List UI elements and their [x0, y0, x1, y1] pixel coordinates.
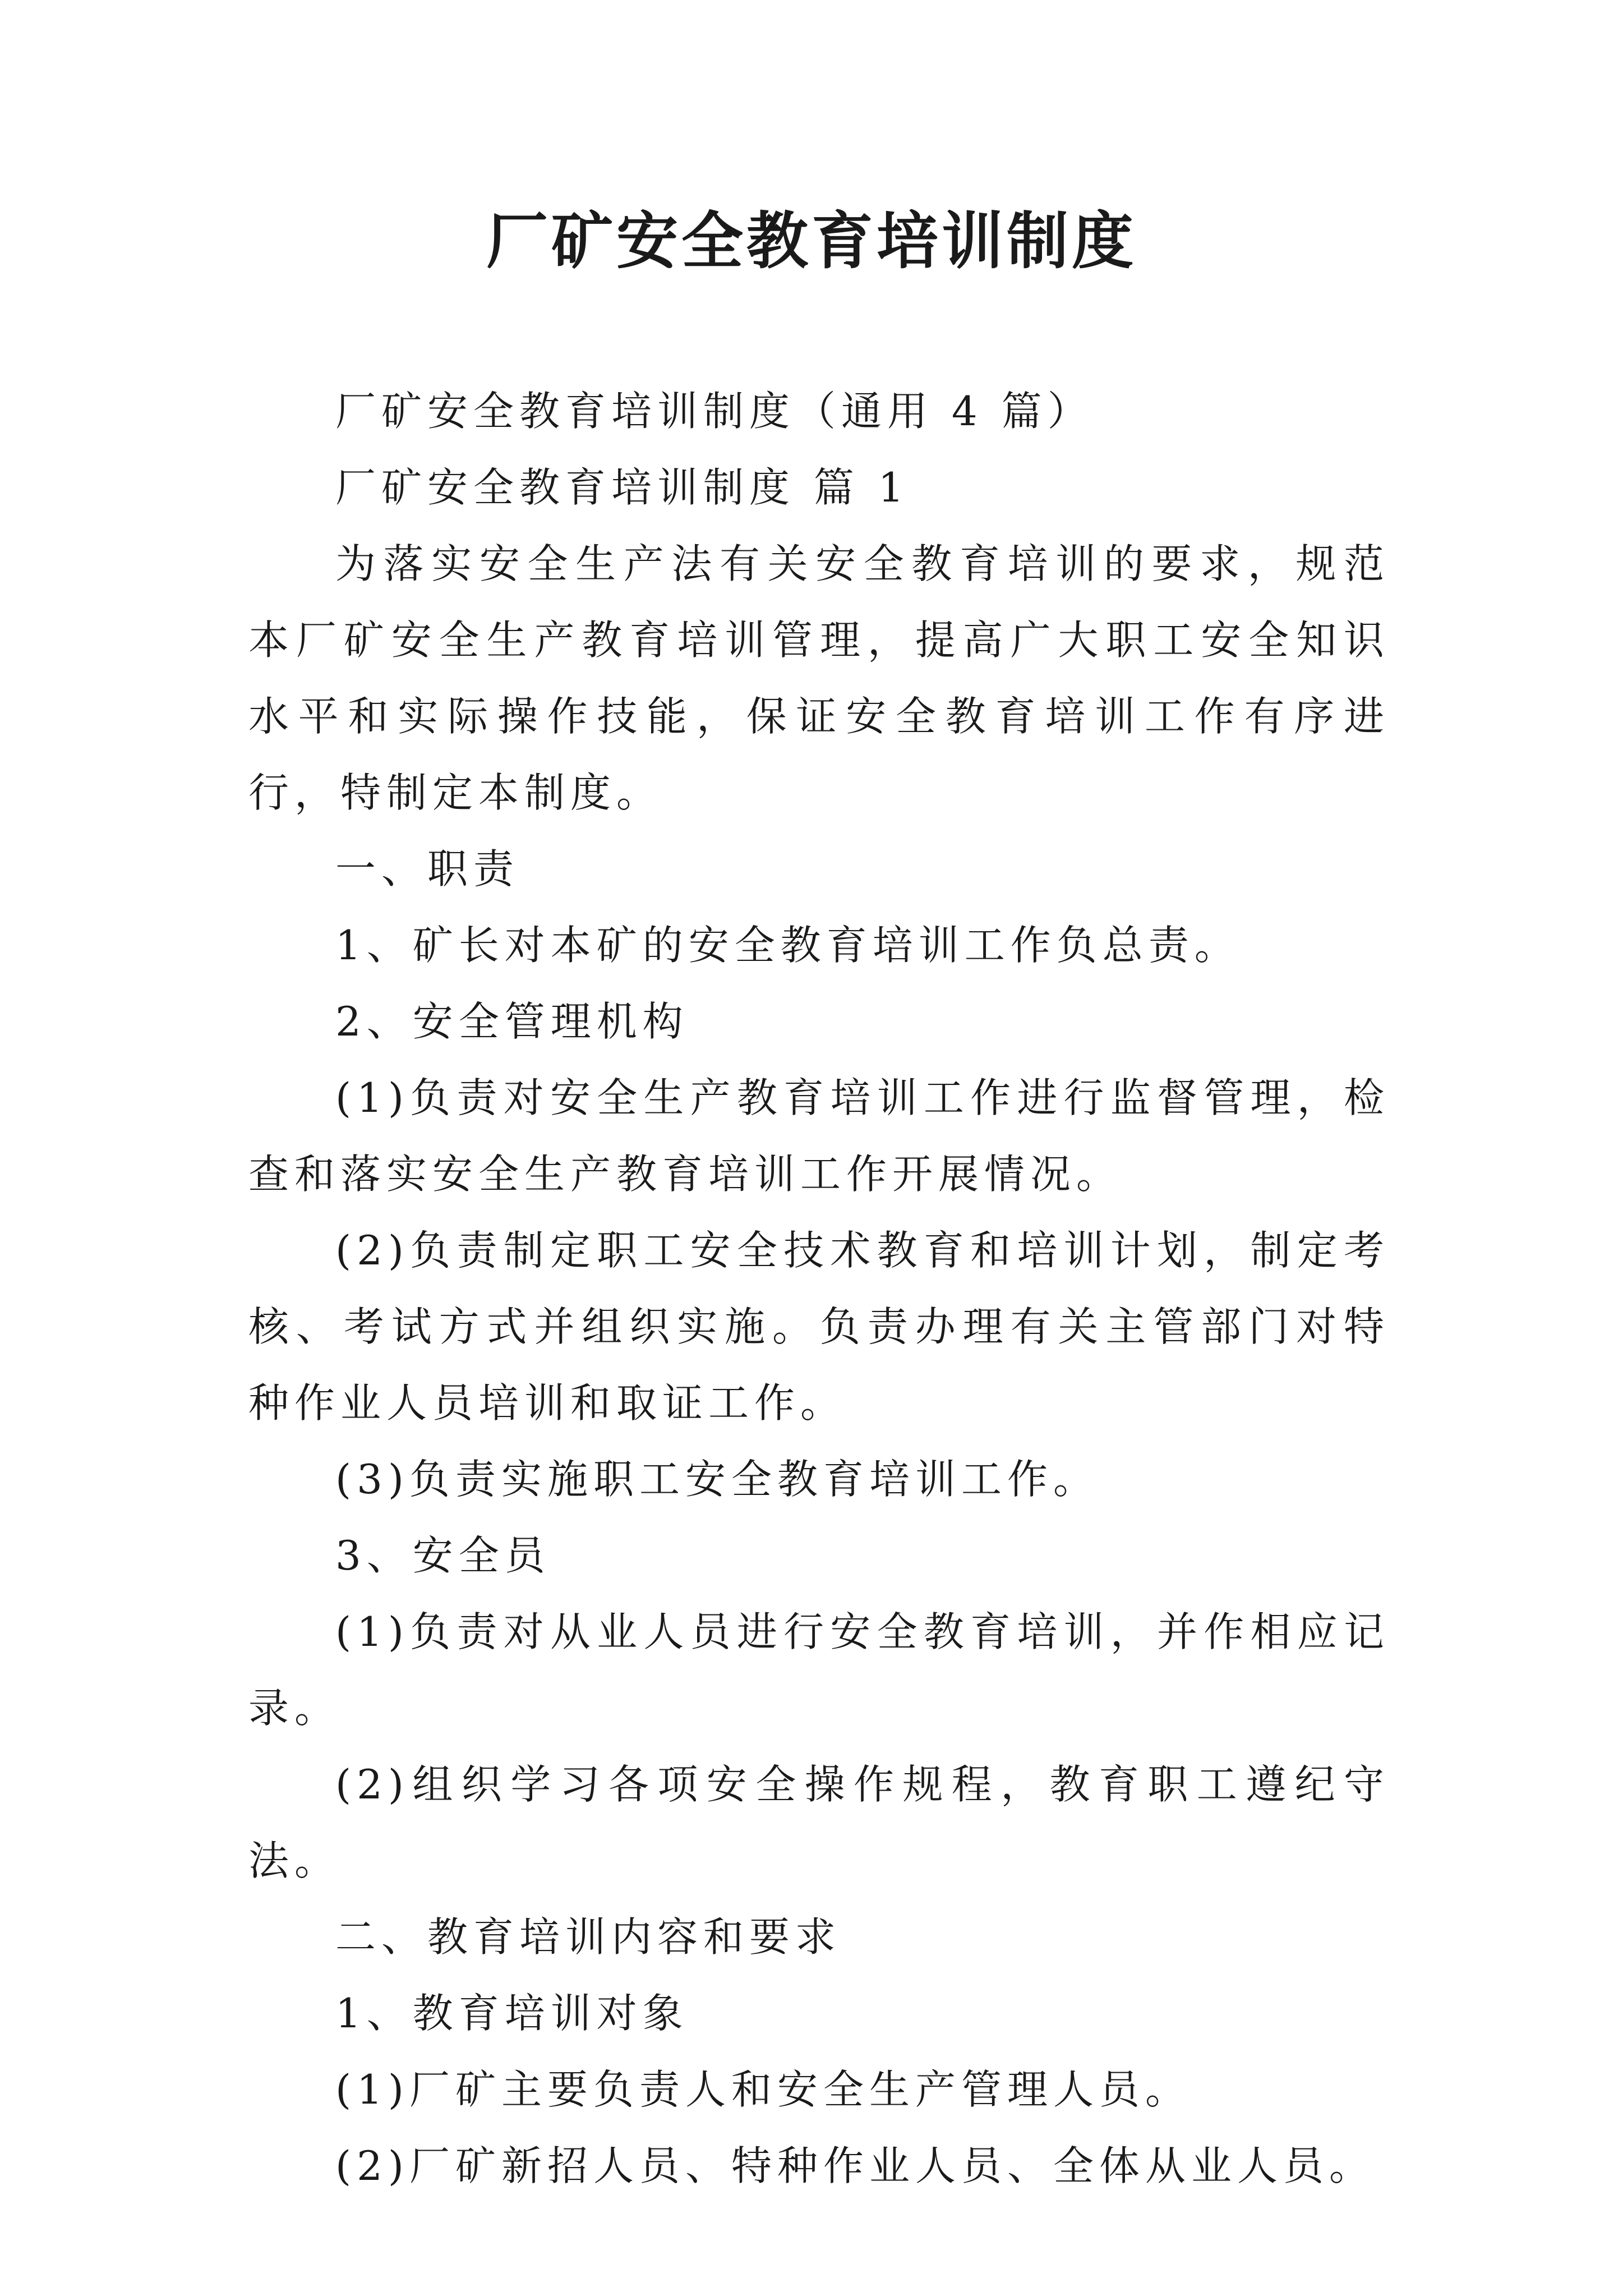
paragraph-subtitle: 厂矿安全教育培训制度（通用 4 篇） [335, 388, 1094, 435]
document-title: 厂矿安全教育培训制度 [486, 205, 1137, 277]
paragraph-subitem: (2)组织学习各项安全操作规程，教育职工遵纪守法。 [248, 1761, 1390, 1884]
paragraph-section-heading: 厂矿安全教育培训制度 篇 1 [335, 464, 910, 511]
paragraph-heading-duties: 一、职责 [335, 845, 520, 892]
paragraph-item: 3、安全员 [335, 1532, 551, 1579]
document-body [248, 373, 1390, 2204]
paragraph-item: 1、教育培训对象 [335, 1990, 689, 2037]
paragraph-subitem: (3)负责实施职工安全教育培训工作。 [335, 1456, 1099, 1503]
paragraph-subitem: (2)厂矿新招人员、特种作业人员、全体从业人员。 [335, 2142, 1375, 2189]
paragraph-subitem: (1)负责对从业人员进行安全教育培训，并作相应记录。 [248, 1608, 1390, 1732]
paragraph-subitem: (1)负责对安全生产教育培训工作进行监督管理，检查和落实安全生产教育培训工作开展情况。 [248, 1074, 1390, 1198]
paragraph-subitem: (2)负责制定职工安全技术教育和培训计划，制定考核、考试方式并组织实施。负责办理有关主管部门对特种作业人员培训和取证工作。 [248, 1227, 1390, 1427]
paragraph-subitem: (1)厂矿主要负责人和安全生产管理人员。 [335, 2066, 1191, 2113]
paragraph-item: 1、矿长对本矿的安全教育培训工作负总责。 [335, 922, 1241, 969]
paragraph-intro: 为落实安全生产法有关安全教育培训的要求，规范本厂矿安全生产教育培训管理，提高广大职工安全知识水平和实际操作技能，保证安全教育培训工作有序进行，特制定本制度。 [248, 540, 1390, 816]
paragraph-heading-content: 二、教育培训内容和要求 [335, 1913, 842, 1961]
paragraph-item: 2、安全管理机构 [335, 998, 689, 1045]
